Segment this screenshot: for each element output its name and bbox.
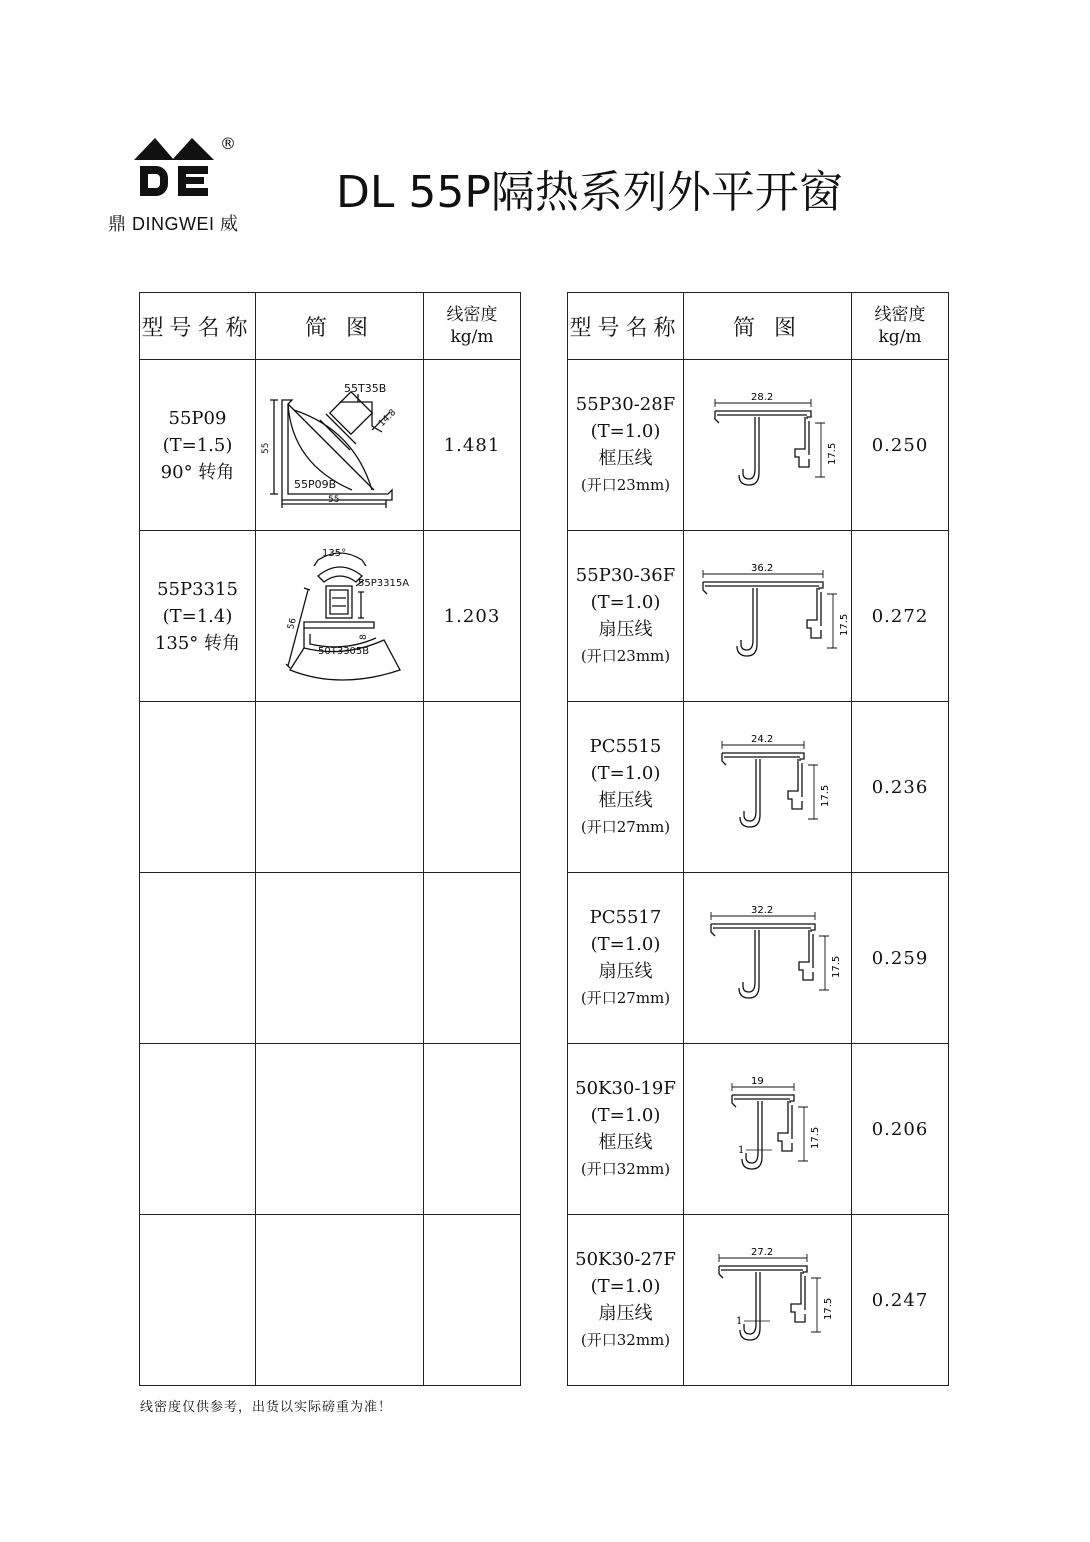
header-density-label: 线密度	[446, 305, 498, 325]
table-header-row	[568, 293, 949, 360]
model-opening: (开口23mm)	[580, 476, 671, 494]
model-code: 55P30-36F	[575, 565, 676, 586]
sketch-cell	[256, 702, 424, 873]
header-density	[852, 293, 949, 360]
header-sketch: 简 图	[684, 293, 852, 360]
label-50t3305b: 50T3305B	[317, 646, 369, 657]
density-cell: 0.250	[852, 360, 949, 531]
table-row	[140, 1044, 521, 1215]
header-density-unit: kg/m	[450, 327, 494, 347]
dingwei-logo-icon	[134, 134, 218, 206]
model-thickness: (T=1.0)	[590, 934, 661, 955]
model-thickness: (T=1.0)	[590, 592, 661, 613]
model-thickness: (T=1.4)	[162, 605, 233, 627]
profile-outline	[732, 1095, 794, 1169]
registered-mark: ®	[220, 134, 236, 153]
model-opening: (开口27mm)	[580, 989, 671, 1007]
model-thickness: (T=1.0)	[590, 1105, 661, 1126]
sketch-cell	[256, 360, 424, 531]
density-cell	[424, 702, 521, 873]
label-width: 55	[327, 495, 339, 505]
label-small: 8	[358, 634, 369, 640]
corner-135-profile-drawing	[260, 546, 420, 686]
corner-90-profile-drawing	[260, 380, 420, 510]
model-thickness: (T=1.0)	[590, 763, 661, 784]
model-code: 55P09	[168, 407, 227, 429]
header-name: 型号名称	[568, 293, 684, 360]
density-cell	[424, 1215, 521, 1386]
sketch-cell	[256, 531, 424, 702]
model-code: PC5517	[589, 907, 662, 928]
table-row	[568, 1215, 949, 1386]
model-code: 55P30-28F	[575, 394, 676, 415]
label-height: 17.5	[809, 1126, 821, 1149]
header-density-label: 线密度	[874, 305, 926, 325]
label-gap: 1	[735, 1316, 742, 1327]
sketch-cell	[684, 531, 852, 702]
profile-outline	[719, 1266, 807, 1340]
label-55p09b: 55P09B	[293, 478, 336, 491]
glazing-bead-profile-drawing	[688, 898, 848, 1018]
glazing-bead-profile-drawing	[688, 385, 848, 505]
model-cell	[568, 360, 684, 531]
model-type: 框压线	[598, 790, 653, 811]
header-name: 型号名称	[140, 293, 256, 360]
table-row	[568, 702, 949, 873]
model-thickness: (T=1.0)	[590, 1276, 661, 1297]
profile-outline	[722, 753, 804, 827]
label-height: 17.5	[819, 784, 831, 807]
density-cell: 0.259	[852, 873, 949, 1044]
table-row	[140, 531, 521, 702]
density-cell: 1.481	[424, 360, 521, 531]
label-width: 27.2	[750, 1247, 773, 1258]
glazing-bead-profile-drawing	[688, 556, 848, 676]
label-width: 28.2	[750, 392, 773, 403]
sketch-cell	[256, 873, 424, 1044]
label-width: 19	[750, 1076, 764, 1087]
label-55t35b: 55T35B	[343, 382, 386, 395]
model-cell	[140, 1215, 256, 1386]
model-type: 90° 转角	[160, 461, 235, 483]
glazing-bead-profile-drawing	[688, 1240, 848, 1360]
model-cell	[140, 531, 256, 702]
model-code: 55P3315	[157, 578, 238, 600]
model-opening: (开口32mm)	[580, 1160, 671, 1178]
table-row	[140, 873, 521, 1044]
model-type: 扇压线	[598, 1303, 653, 1324]
label-height: 17.5	[830, 955, 842, 978]
model-thickness: (T=1.0)	[590, 421, 661, 442]
model-cell	[568, 873, 684, 1044]
density-cell	[424, 873, 521, 1044]
label-height: 17.5	[822, 1297, 834, 1320]
density-cell: 0.247	[852, 1215, 949, 1386]
table-header-row	[140, 293, 521, 360]
footnote: 线密度仅供参考，出货以实际磅重为准！	[140, 1400, 393, 1415]
model-cell	[568, 1044, 684, 1215]
model-code: 50K30-27F	[575, 1249, 676, 1270]
model-cell	[140, 360, 256, 531]
model-code: PC5515	[589, 736, 662, 757]
table-row	[568, 360, 949, 531]
model-type: 框压线	[598, 448, 653, 469]
model-cell	[568, 702, 684, 873]
label-depth: 14.8	[376, 407, 398, 429]
label-height: 17.5	[838, 613, 850, 636]
model-cell	[568, 531, 684, 702]
model-opening: (开口23mm)	[580, 647, 671, 665]
model-cell	[140, 873, 256, 1044]
table-row	[568, 531, 949, 702]
model-code: 50K30-19F	[575, 1078, 676, 1099]
table-row	[140, 1215, 521, 1386]
header-density-unit: kg/m	[878, 327, 922, 347]
label-width: 24.2	[750, 734, 773, 745]
sketch-cell	[684, 1044, 852, 1215]
model-type: 扇压线	[598, 619, 653, 640]
brand-name: 鼎 DINGWEI 威	[108, 214, 239, 234]
company-logo	[108, 134, 258, 238]
density-cell: 0.206	[852, 1044, 949, 1215]
model-cell	[140, 1044, 256, 1215]
model-type: 扇压线	[598, 961, 653, 982]
header-sketch: 简 图	[256, 293, 424, 360]
model-opening: (开口32mm)	[580, 1331, 671, 1349]
model-cell	[568, 1215, 684, 1386]
label-width: 32.2	[750, 905, 773, 916]
table-row	[568, 1044, 949, 1215]
label-height: 17.5	[826, 442, 838, 465]
model-type: 135° 转角	[154, 632, 241, 654]
page-title: DL 55P隔热系列外平开窗	[336, 167, 843, 218]
density-cell: 0.272	[852, 531, 949, 702]
glazing-bead-profile-drawing	[688, 727, 848, 847]
label-55p3315a: 55P3315A	[357, 578, 409, 589]
glazing-bead-profile-drawing	[688, 1069, 848, 1189]
sketch-cell	[256, 1215, 424, 1386]
density-cell	[424, 1044, 521, 1215]
profile-outline	[703, 582, 823, 656]
model-cell	[140, 702, 256, 873]
label-length: 56	[285, 616, 299, 631]
table-row	[140, 702, 521, 873]
label-height: 55	[260, 442, 271, 454]
model-thickness: (T=1.5)	[162, 434, 233, 456]
table-row	[140, 360, 521, 531]
label-gap: 1	[737, 1145, 744, 1156]
sketch-cell	[256, 1044, 424, 1215]
label-angle: 135°	[321, 548, 346, 559]
header-density	[424, 293, 521, 360]
sketch-cell	[684, 1215, 852, 1386]
profile-outline	[715, 411, 811, 485]
label-width: 36.2	[750, 563, 773, 574]
spec-table-left	[139, 292, 521, 1386]
profile-outline	[711, 924, 815, 998]
model-opening: (开口27mm)	[580, 818, 671, 836]
density-cell: 0.236	[852, 702, 949, 873]
density-cell: 1.203	[424, 531, 521, 702]
sketch-cell	[684, 360, 852, 531]
spec-table-right	[567, 292, 949, 1386]
model-type: 框压线	[598, 1132, 653, 1153]
sketch-cell	[684, 873, 852, 1044]
sketch-cell	[684, 702, 852, 873]
table-row	[568, 873, 949, 1044]
